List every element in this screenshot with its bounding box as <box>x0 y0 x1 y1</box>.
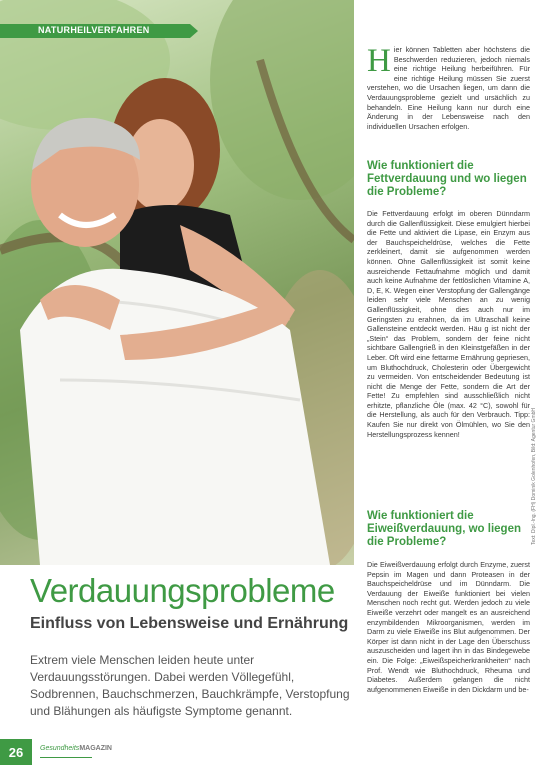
article-subheadline: Einfluss von Lebensweise und Ernährung <box>30 615 349 632</box>
article-intro: Extrem viele Menschen leiden heute unter Verdauungsstörungen. Dabei werden Völlegefühl, Sodbrennen, Bauchschmerzen, Bauchkrämpfe, Verstopfung und Blähungen als häufigste Symptome genannt. <box>30 653 350 718</box>
paragraph-2-block <box>367 209 530 439</box>
paragraph-3: Die Eiweißverdauung erfolgt durch Enzyme, zuerst Pepsin im Magen und dann Proteasen in der Bauchspeicheldrüse und im Dünndarm. Die Verdauung der Eiweiße funktioniert bei vielen Menschen noch recht gut. Werden jedoch zu viele Eiweiße verzehrt oder mangelt es an ausreichend enzymbildenden Mikroorganismen, werden im Darm zu viele Eiweiße ins Blut aufgenommen. Der Körper ist dann nicht in der Lage den Überschuss auszuscheiden und lagert ihn in das Bindegewebe ein. Die Folge: „Eiweißspeicherkrankheiten“ nach Prof. Wendt wie Bluthochdruck, Rheuma und Diabetes. Außerdem gelangen die nicht aufgenommenen Eiweiße in den Dickdarm und be- <box>367 560 530 694</box>
heading-fettverdauung: Wie funktioniert die Fettverdauung und wo liegen die Probleme? <box>367 160 527 198</box>
photo-credit: Text: Dipl.-Ing. (FH) Dominik Golenhofen, Bild: Agentur GmbH <box>531 408 537 545</box>
magazine-logo <box>40 745 112 752</box>
logo-text-2: MAGAZIN <box>79 745 112 752</box>
paragraph-3-block <box>367 560 530 694</box>
cover-photo <box>0 0 354 565</box>
couple-photo-illustration <box>0 0 354 565</box>
paragraph-1-block <box>367 45 530 131</box>
dropcap: H <box>367 43 391 79</box>
paragraph-1: ier können Tabletten aber höchstens die Beschwerden reduzieren, jedoch niemals eine richtige Heilung herbeiführen. Für eine richtige Heilung müssen Sie zuerst verstehen, wo die Ursachen liegen, um dann die Verdauungsprobleme gezielt und ursächlich zu behandeln. Eine Heilung kann nur durch eine Änderung in der Lebensweise nach den individuellen Ursachen erfolgen. <box>367 45 530 131</box>
section-label: NATURHEILVERFAHREN <box>38 25 150 35</box>
page-number: 26 <box>0 739 32 765</box>
logo-text-1: Gesundheits <box>40 745 80 752</box>
heading-eiweissverdauung: Wie funktioniert die Eiweißverdauung, wo liegen die Probleme? <box>367 510 521 548</box>
logo-underline <box>40 757 92 758</box>
paragraph-2: Die Fettverdauung erfolgt im oberen Dünndarm durch die Gallenflüssigkeit. Diese emulgiert hierbei die Fette und aktiviert die Lipase, ein Enzym aus der Bauchspeicheldrüse, welches die Fette zerkleinert, damit sie aufgenommen werden können. Ohne Gallenflüssigkeit ist somit keine ausreichende Fettaufnahme möglich und damit auch keine Aufnahme der fettlöslichen Vitamine A, D, E, K. Wegen einer Verstopfung der Gallengänge leiden sehr viele Menschen an zu wenig Gallenflüssigkeit, ohne dies auch nur im Geringsten zu erahnen, da im Ultraschall keine Gallensteine entdeckt werden. Häu g ist nicht der „Stein“ das Problem, sondern der feine nicht sichtbare Gallengrieß in den Kleinstgefäßen in der Leber. Oft wird eine fettarme Ernährung gepriesen, um Bluthochdruck, Cholesterin oder Übergewicht zu vermeiden. Von entscheidender Bedeutung ist nicht die Menge der Fette, sondern die Art der Fette! Zu empfehlen sind ausschließlich nicht erhitzte, pflanzliche Öle (max. 42 °C), sowohl für die Herstellung, als auch für den Verbrauch. Tipp: Kaufen Sie nur direkt von Ölmühlen, wo Sie den Herstellungsprozess kennen! <box>367 209 530 439</box>
article-headline: Verdauungsprobleme <box>30 572 335 609</box>
